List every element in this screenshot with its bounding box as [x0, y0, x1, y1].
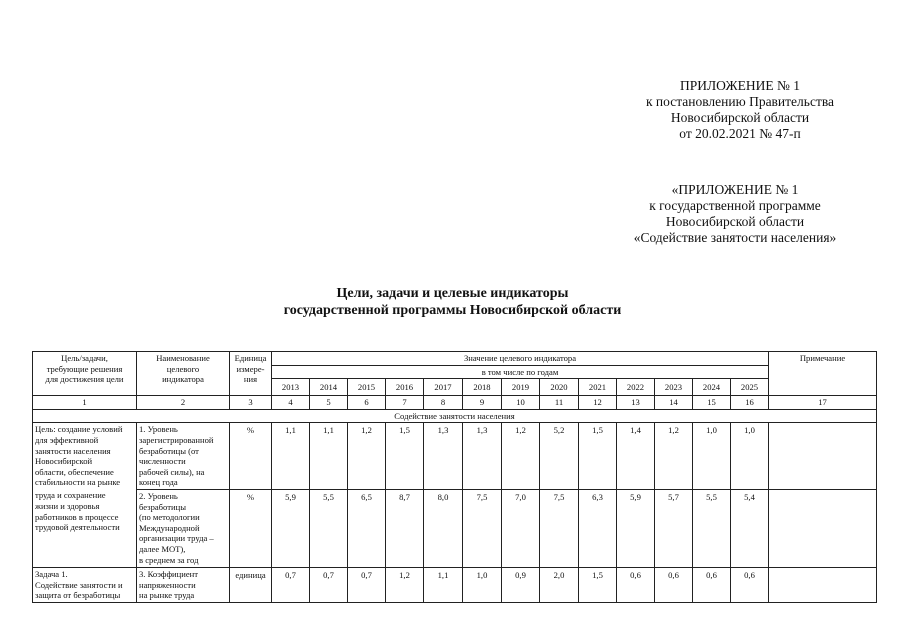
table-row: [33, 423, 877, 490]
indicator-name: 2. Уровень безработицы (по методологии Международной организации труда – далее МОТ), в среднем за год: [137, 489, 230, 567]
column-number: 4: [272, 396, 310, 410]
note-cell: [769, 423, 877, 490]
task-cell: Задача 1. Содействие занятости и защита от безработицы: [33, 567, 137, 602]
note-cell: [769, 489, 877, 567]
appendix-line: «ПРИЛОЖЕНИЕ № 1: [671, 182, 799, 197]
header-year: 2023: [655, 379, 693, 396]
document-title: [150, 285, 755, 319]
header-value: Значение целевого индикатора: [272, 352, 769, 366]
value-cell: 0,7: [310, 567, 348, 602]
column-number: 17: [769, 396, 877, 410]
header-year: 2014: [310, 379, 348, 396]
value-cell: 1,2: [386, 567, 424, 602]
header-unit: Единица измере- ния: [230, 352, 272, 396]
header-note: Примечание: [769, 352, 877, 396]
value-cell: 5,5: [693, 489, 731, 567]
column-number: 11: [540, 396, 579, 410]
note-cell: [769, 567, 877, 602]
header-row: [33, 352, 877, 366]
value-cell: 1,1: [272, 423, 310, 490]
value-cell: 0,6: [731, 567, 769, 602]
section-title: Содействие занятости населения: [33, 409, 877, 423]
value-cell: 8,0: [424, 489, 463, 567]
header-year: 2024: [693, 379, 731, 396]
appendix-resolution-header: [620, 78, 860, 142]
column-number: 5: [310, 396, 348, 410]
section-row: [33, 409, 877, 423]
column-numbers-row: [33, 396, 877, 410]
value-cell: 7,0: [502, 489, 540, 567]
table-row: [33, 489, 877, 567]
value-cell: 6,3: [579, 489, 617, 567]
header-indicator: Наименование целевого индикатора: [137, 352, 230, 396]
value-cell: 1,1: [424, 567, 463, 602]
column-number: 16: [731, 396, 769, 410]
unit-cell: %: [230, 489, 272, 567]
value-cell: 6,5: [348, 489, 386, 567]
header-year: 2025: [731, 379, 769, 396]
header-year: 2022: [617, 379, 655, 396]
value-cell: 1,2: [502, 423, 540, 490]
header-year: 2016: [386, 379, 424, 396]
appendix-line: от 20.02.2021 № 47-п: [679, 126, 801, 141]
value-cell: 1,3: [424, 423, 463, 490]
column-number: 14: [655, 396, 693, 410]
value-cell: 1,5: [579, 567, 617, 602]
header-year: 2020: [540, 379, 579, 396]
goal-cell-continued: труда и сохранение жизни и здоровья работников в процессе трудовой деятельности: [33, 489, 137, 567]
value-cell: 5,5: [310, 489, 348, 567]
indicator-name: 3. Коэффициент напряженности на рынке труда: [137, 567, 230, 602]
value-cell: 1,2: [348, 423, 386, 490]
value-cell: 1,0: [693, 423, 731, 490]
value-cell: 5,4: [731, 489, 769, 567]
column-number: 13: [617, 396, 655, 410]
title-line: государственной программы Новосибирской области: [283, 303, 622, 318]
header-by-years: в том числе по годам: [272, 365, 769, 379]
column-number: 1: [33, 396, 137, 410]
value-cell: 1,4: [617, 423, 655, 490]
value-cell: 5,9: [272, 489, 310, 567]
value-cell: 0,9: [502, 567, 540, 602]
value-cell: 1,3: [463, 423, 502, 490]
table-row: [33, 567, 877, 602]
indicator-name: 1. Уровень зарегистрированной безработицы (от численности рабочей силы), на конец года: [137, 423, 230, 490]
header-year: 2021: [579, 379, 617, 396]
value-cell: 5,7: [655, 489, 693, 567]
value-cell: 0,7: [272, 567, 310, 602]
value-cell: 1,0: [731, 423, 769, 490]
header-year: 2018: [463, 379, 502, 396]
value-cell: 0,6: [655, 567, 693, 602]
column-number: 8: [424, 396, 463, 410]
header-year: 2019: [502, 379, 540, 396]
unit-cell: единица: [230, 567, 272, 602]
value-cell: 0,6: [693, 567, 731, 602]
appendix-line: к государственной программе: [649, 198, 821, 213]
goal-cell: Цель: создание условий для эффективной занятости населения Новосибирской области, обеспечение стабильности на рынке: [33, 423, 137, 490]
value-cell: 7,5: [540, 489, 579, 567]
appendix-line: Новосибирской области: [665, 214, 805, 229]
column-number: 3: [230, 396, 272, 410]
title-line: Цели, задачи и целевые индикаторы: [336, 286, 569, 301]
header-year: 2015: [348, 379, 386, 396]
value-cell: 7,5: [463, 489, 502, 567]
appendix-line: к постановлению Правительства: [645, 94, 835, 109]
value-cell: 0,6: [617, 567, 655, 602]
column-number: 7: [386, 396, 424, 410]
column-number: 10: [502, 396, 540, 410]
value-cell: 8,7: [386, 489, 424, 567]
value-cell: 1,5: [386, 423, 424, 490]
appendix-line: «Содействие занятости населения»: [633, 230, 837, 245]
value-cell: 5,2: [540, 423, 579, 490]
value-cell: 1,0: [463, 567, 502, 602]
appendix-line: Новосибирской области: [670, 110, 810, 125]
value-cell: 5,9: [617, 489, 655, 567]
appendix-line: ПРИЛОЖЕНИЕ № 1: [679, 78, 801, 93]
column-number: 6: [348, 396, 386, 410]
column-number: 2: [137, 396, 230, 410]
appendix-program-header: [610, 182, 860, 246]
indicators-table: [32, 351, 877, 603]
unit-cell: %: [230, 423, 272, 490]
value-cell: 1,2: [655, 423, 693, 490]
value-cell: 1,5: [579, 423, 617, 490]
header-year: 2013: [272, 379, 310, 396]
value-cell: 2,0: [540, 567, 579, 602]
column-number: 9: [463, 396, 502, 410]
header-year: 2017: [424, 379, 463, 396]
column-number: 15: [693, 396, 731, 410]
column-number: 12: [579, 396, 617, 410]
header-goal: Цель/задачи, требующие решения для достижения цели: [33, 352, 137, 396]
value-cell: 1,1: [310, 423, 348, 490]
value-cell: 0,7: [348, 567, 386, 602]
